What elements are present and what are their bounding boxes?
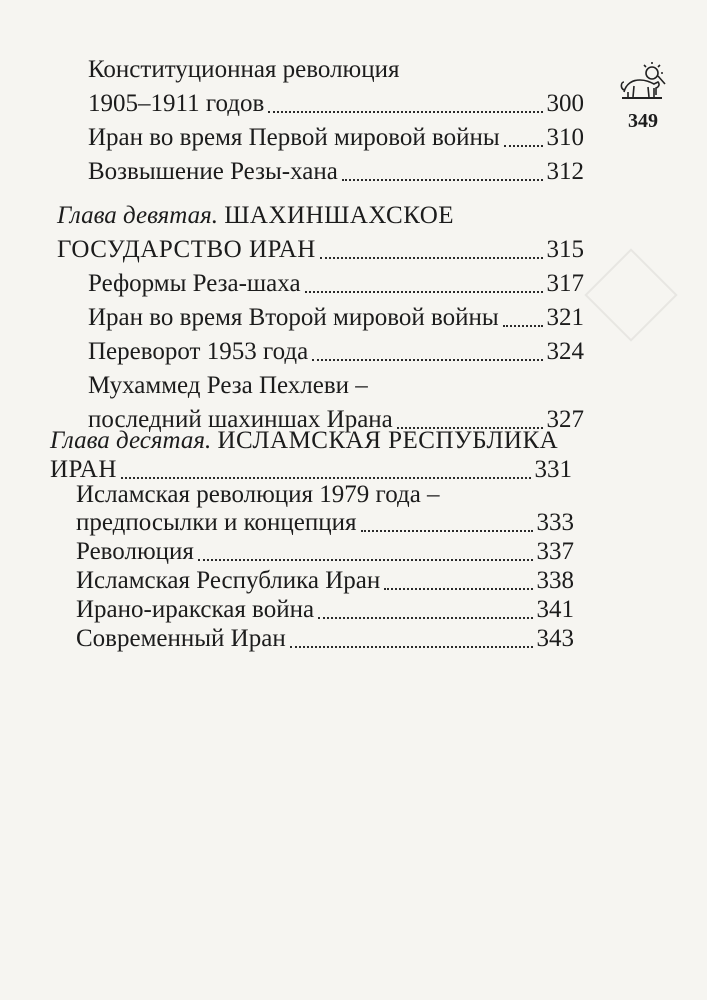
toc-entry-title: последний шахиншах Ирана — [88, 406, 393, 433]
page-number: 349 — [628, 110, 658, 132]
toc-entry-page: 324 — [546, 338, 584, 365]
toc-entry-title: Ирано-иракская война — [76, 596, 315, 623]
toc-entry-page: 327 — [546, 406, 584, 433]
dot-leader — [312, 359, 542, 361]
toc-entry-page: 338 — [536, 567, 574, 594]
toc-entry-page: 343 — [536, 625, 574, 652]
dot-leader — [503, 325, 543, 327]
toc-entry-page: 312 — [546, 158, 584, 185]
toc-entry-title: Иран во время Первой мировой войны — [88, 124, 500, 151]
toc-entry-title: Реформы Реза-шаха — [88, 270, 301, 297]
toc-entry-page: 317 — [546, 270, 584, 297]
chapter-prefix: Глава десятая. — [50, 427, 212, 454]
dot-leader — [361, 530, 533, 532]
toc-entry — [88, 301, 584, 335]
toc-entry-title: Исламская революция 1979 года – — [76, 481, 440, 508]
toc-entry-title: Современный Иран — [76, 625, 286, 652]
toc-entry — [76, 622, 574, 656]
dot-leader — [198, 559, 533, 561]
toc-entry-page: 337 — [536, 538, 574, 565]
toc-entry-title: Революция — [76, 538, 194, 565]
ghost-badge — [584, 248, 677, 341]
dot-leader — [320, 257, 543, 259]
toc-entry-title: 1905–1911 годов — [88, 90, 265, 117]
toc-entry-title: Переворот 1953 года — [88, 338, 309, 365]
toc-entry-page: 333 — [536, 509, 574, 536]
toc-entry-title: Иран во время Второй мировой войны — [88, 304, 499, 331]
dot-leader — [342, 179, 543, 181]
toc-entry-page: 321 — [546, 304, 584, 331]
chapter-page: 315 — [546, 236, 584, 263]
toc-entry-page: 300 — [546, 90, 584, 117]
dot-leader — [318, 617, 532, 619]
toc-entry — [88, 121, 584, 155]
toc-entry-page: 341 — [536, 596, 574, 623]
toc-entry-title: Возвышение Резы-хана — [88, 158, 338, 185]
toc-entry — [88, 155, 584, 189]
dot-leader — [504, 145, 543, 147]
chapter-page: 331 — [534, 456, 572, 483]
toc-entry-title: предпосылки и концепция — [76, 509, 357, 536]
toc-entry — [88, 267, 584, 301]
dot-leader — [305, 291, 543, 293]
toc-entry — [88, 335, 584, 369]
chapter-prefix: Глава девятая. — [57, 202, 218, 229]
chapter-title: ИРАН — [50, 456, 117, 483]
toc-entry — [88, 87, 584, 121]
toc-entry-title: Мухаммед Реза Пехлеви – — [88, 372, 368, 399]
chapter-title: ШАХИНШАХСКОЕ — [224, 202, 455, 229]
chapter-heading — [57, 199, 454, 233]
lion-and-sun-emblem-icon — [618, 62, 668, 100]
dot-leader — [268, 111, 542, 113]
chapter-entry — [57, 233, 584, 267]
chapter-title: ГОСУДАРСТВО ИРАН — [57, 236, 316, 263]
toc-entry-title: Исламская Республика Иран — [76, 567, 381, 594]
toc-entry-page: 310 — [546, 124, 584, 151]
toc-entry-title: Конституционная революция — [88, 56, 400, 83]
dot-leader — [384, 588, 532, 590]
dot-leader — [290, 646, 533, 648]
chapter-title: ИСЛАМСКАЯ РЕСПУБЛИКА — [217, 427, 559, 454]
